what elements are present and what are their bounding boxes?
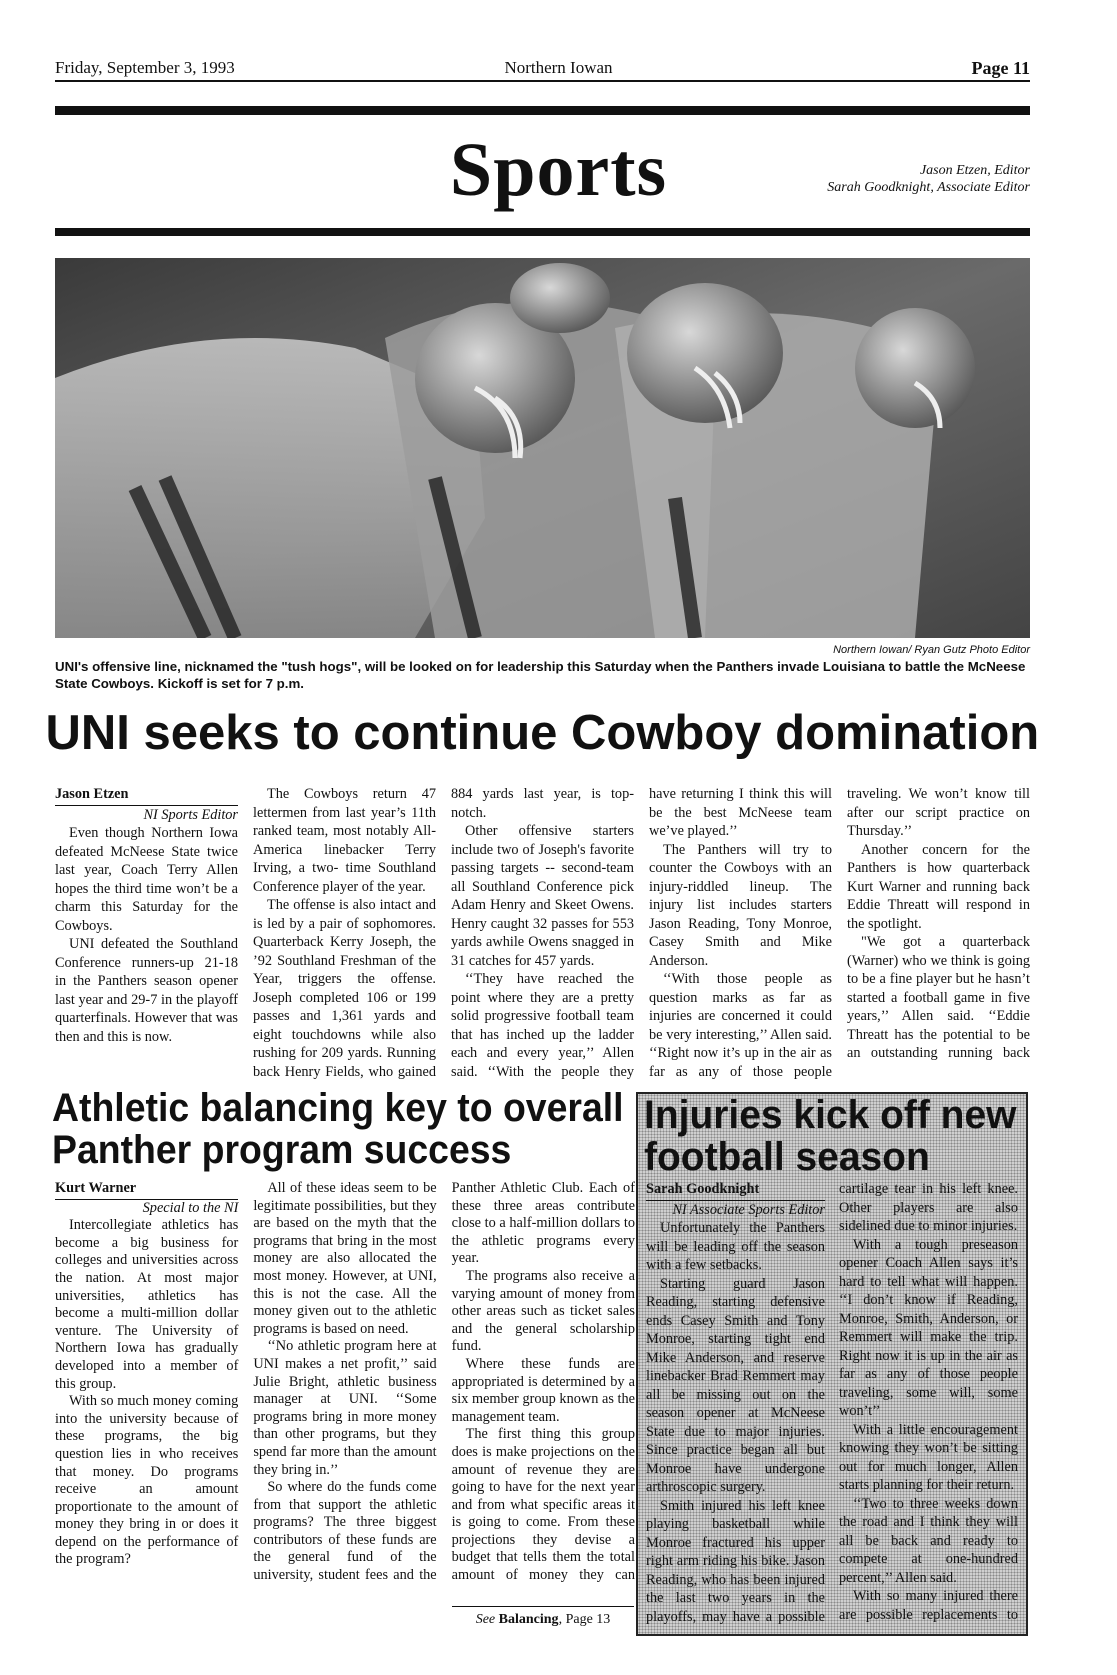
photo-credit: Northern Iowan/ Ryan Gutz Photo Editor — [833, 644, 1030, 656]
article2-paragraph: So where do the funds come from that support the athletic programs? The three biggest contributors of these funds are the general fund of the university, student fees and the Panther Athletic Club. Each of these three areas contribute close to a half-million dollars to the athletic programs every year. — [253, 1180, 635, 1584]
article2-paragraph: All of these ideas seem to be legitimate possibilities, but they are based on the myth that the programs that bring in the most money are also allocated the most money. However, at UNI, this is not the case. All the money given out to the athletic programs is based on need. — [253, 1180, 437, 1337]
article1-paragraph: The offense is also intact and is led by a pair of sophomores. Quarterback Kerry Joseph, the ’92 Southland Freshman of the Year, triggers the offense. Joseph completed 106 or 199 passes and 1,361 yards and eight touchdowns while also rushing for 209 yards. Running back Henry Fields, who gained 884 yards last year, is top-notch. — [253, 786, 634, 1080]
article2-body — [55, 1180, 635, 1602]
article1-paragraph: "We got a quarterback (Warner) who we think is going to be a fine player but he hasn’t started a football game in five years,’’ Allen said. ‘‘Eddie Threatt has the potential to be an outstanding running back — [847, 934, 1030, 1061]
article3-paragraph: With a tough preseason opener Coach Allen says it’s hard to tell what will happen. ‘‘I don’t know if Reading, Monroe, Smith, Anderson, or Remmert will make the trip. Right now it is up in the air as far as any of those people traveling, some will, some won’t’’ — [839, 1236, 1018, 1419]
article1-byline-role: NI Sports Editor — [143, 806, 238, 823]
section-top-rule — [55, 106, 1030, 115]
article1-paragraph: Even though Northern Iowa defeated McNeese State twice last year, Coach Terry Allen hopes the third time won’t be a charm this Saturday for the Cowboys. — [55, 825, 238, 934]
jump-target: Balancing — [498, 1612, 559, 1627]
header-rule — [55, 80, 1030, 82]
article2-paragraph: Where these funds are appropriated is determined by a six member group known as the management team. — [451, 1355, 635, 1425]
section-title: Sports — [449, 128, 668, 212]
article1-paragraph: Other offensive starters include two of Joseph's favorite passing targets -- second-team all Southland Conference pick Adam Henry and Skeet Owens. Henry caught 32 passes for 553 yards awhile Owens snagged in 31 catches for 457 yards. — [451, 823, 634, 969]
article1-byline: Jason Etzen — [55, 785, 238, 806]
issue-date: Friday, September 3, 1993 — [55, 58, 235, 77]
jump-page: , Page 13 — [558, 1612, 611, 1627]
article1-headline: UNI seeks to continue Cowboy domination — [45, 706, 1040, 760]
article2-paragraph: The first thing this group does is make projections on the amount of revenue they are going to have for the next year and from what specific areas it is going to come. From these projections they devise a budget that tells them the total amount of money they can — [451, 1426, 635, 1584]
article1-paragraph: The Panthers will try to counter the Cowboys with an injury-riddled lineup. The injury list includes starters Jason Reading, Tony Monroe, Casey Smith and Mike Anderson. — [649, 841, 832, 969]
section-bottom-rule — [55, 228, 1030, 236]
article2-paragraph: The programs also receive a varying amount of money from other areas such as ticket sales and the general scholarship fund. — [451, 1267, 635, 1355]
section-editors — [827, 162, 1030, 196]
article2-paragraph: Intercollegiate athletics has become a big business for colleges and universities across the nation. At most major universities, athletics has become a multi-million dollar venture. The University of Northern Iowa has gradually developed into a member of this group. — [55, 1217, 239, 1392]
article1-paragraph: UNI defeated the Southland Conference runners-up 21-18 in the Panthers season opener last year and 29-7 in the playoff quarterfinals. However that was then and this is now. — [55, 936, 238, 1045]
article3-paragraph: With a little encouragement knowing they won’t be sitting out for much longer, Allen starts planning for their return. — [839, 1421, 1018, 1493]
article2-byline-role: Special to the NI — [142, 1199, 239, 1216]
football-line-photo — [55, 258, 1030, 638]
article2-paragraph: With so much money coming into the university because of these programs, the big question lies in who receives that money. Do programs receive an amount proportionate to the amount of money they bring in or does it depend on the performance of the program? — [55, 1393, 239, 1568]
article1-paragraph: ‘‘They have reached the point where they are a pretty solid progressive football team that has inched up the ladder each and every year,’’ Allen said. ‘‘With the people they have returning I think this will be the best McNeese team we’ve played.’’ — [451, 786, 832, 1080]
paper-name: Northern Iowan — [504, 58, 613, 77]
article2-headline: Athletic balancing key to overall Panther program success — [52, 1086, 624, 1172]
article3-body — [646, 1180, 1018, 1630]
article3-headline: Injuries kick off new football season — [644, 1093, 1017, 1179]
jump-see: See — [475, 1612, 496, 1627]
photo-image — [55, 258, 1030, 638]
article1-paragraph: The Cowboys return 47 lettermen from last year’s 11th ranked team, most notably All-America linebacker Terry Irving, a two- time Southland Conference player of the year. — [253, 786, 436, 895]
article3-paragraph: Starting guard Jason Reading, starting defensive ends Casey Smith and Tony Monroe, starting tight end Mike Anderson, and reserve linebacker Brad Remmert may all be missing out on the season opener at McNeese State due to major injuries. Since practice began all but Monroe have undergone arthroscopic surgery. — [646, 1275, 825, 1495]
page-number: Page 11 — [971, 58, 1030, 78]
article2-byline: Kurt Warner — [55, 1180, 238, 1200]
associate-editor-name: Sarah Goodknight, Associate Editor — [827, 180, 1030, 195]
continued-jump-line[interactable] — [452, 1606, 634, 1628]
article3-byline-role: NI Associate Sports Editor — [672, 1201, 825, 1218]
article1-paragraph: Another concern for the Panthers is how quarterback Kurt Warner and running back Eddie Threatt will respond in the spotlight. — [847, 841, 1030, 932]
article3-paragraph: With so many injured there are possible replacements to — [839, 1588, 1018, 1623]
article3-paragraph: ‘‘Two to three weeks down the road and I think they will all be back and ready to compete at one-hundred percent,’’ Allen said. — [839, 1495, 1018, 1586]
article1-body — [55, 785, 1030, 1081]
article3-byline: Sarah Goodknight — [646, 1180, 825, 1201]
article3-paragraph: Smith injured his left knee playing basketball while Monroe fractured his upper right arm riding his bike. Jason Reading, who has been injured the last two years in the playoffs, may have a possible cartilage tear in his left knee. Other players are also sidelined due to minor injuries. — [646, 1181, 1018, 1625]
article1-paragraph: ‘‘With those people as question marks as far as injuries are concerned it could be very interesting,’’ Allen said. ‘‘Right now it’s up in the air as far as any of those people traveling. We won’t know till after our script practice on Thursday.’’ — [649, 786, 1030, 1080]
article3-paragraph: Unfortunately the Panthers will be leading off the season with a few setbacks. — [646, 1220, 825, 1273]
article2-paragraph: ‘‘No athletic program here at UNI makes a net profit,’’ said Julie Bright, athletic business manager at UNI. ‘‘Some programs bring in more money than other programs, but they spend far more than the amount they bring in.’’ — [253, 1338, 437, 1478]
photo-caption: UNI's offensive line, nicknamed the "tush hogs", will be looked on for leadership this Saturday when the Panthers invade Louisiana to battle the McNeese State Cowboys. Kickoff is set for 7 p.m. — [55, 659, 1026, 691]
editor-name: Jason Etzen, Editor — [919, 163, 1030, 178]
